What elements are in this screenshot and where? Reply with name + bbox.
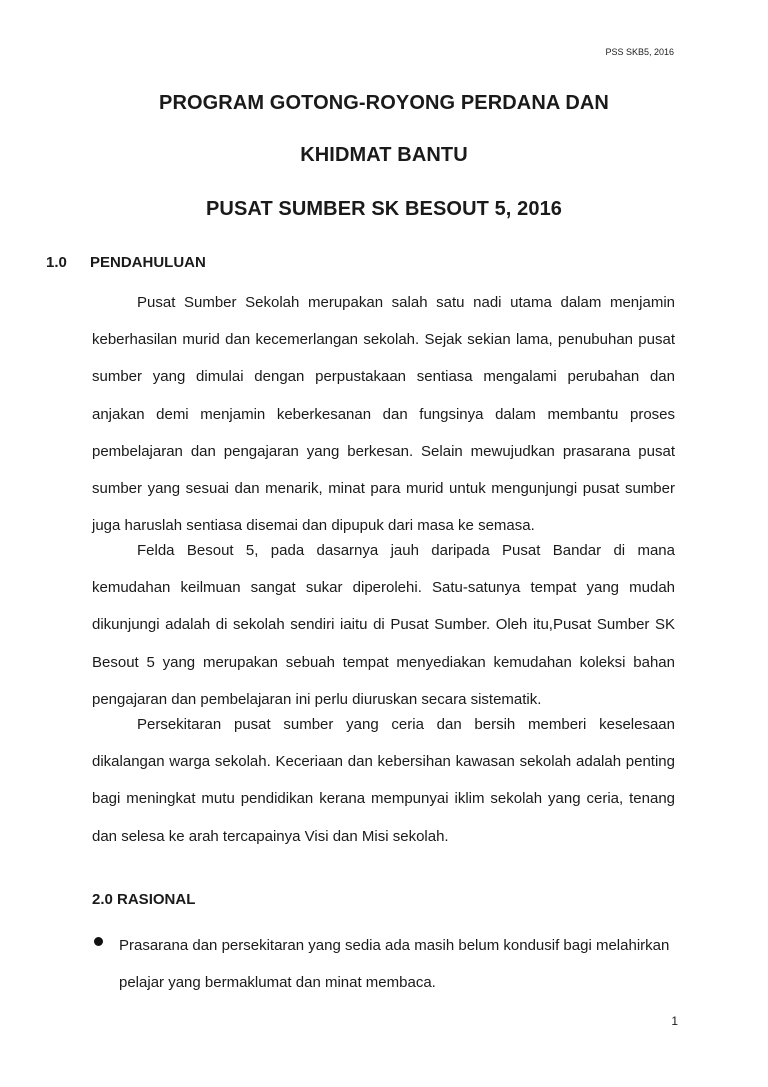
bullet-icon bbox=[94, 937, 103, 946]
document-title-line-2: KHIDMAT BANTU bbox=[300, 144, 468, 166]
section-1-paragraph-2: Felda Besout 5, pada dasarnya jauh daripada Pusat Bandar di mana kemudahan keilmuan sangat sukar diperolehi. Satu-satunya tempat yang mudah dikunjungi adalah di sekolah sendiri iaitu di Pusat Sumber. Oleh itu,Pusat Sumber SK Besout 5 yang merupakan sebuah tempat menyediakan kemudahan koleksi bahan pengajaran dan pembelajaran ini perlu diuruskan secara sistematik. bbox=[92, 542, 675, 708]
section-1-heading: PENDAHULUAN bbox=[90, 254, 206, 271]
document-title-line-3: PUSAT SUMBER SK BESOUT 5, 2016 bbox=[205, 198, 563, 220]
document-header-ref: PSS SKB5, 2016 bbox=[605, 47, 674, 57]
section-1-number: 1.0 bbox=[46, 254, 67, 271]
section-1-paragraph-3: Persekitaran pusat sumber yang ceria dan bersih memberi keselesaan dikalangan warga sekolah. Keceriaan dan kebersihan kawasan sekolah adalah penting bagi meningkat mutu pendidikan kerana mempunyai iklim sekolah yang ceria, tenang dan selesa ke arah tercapainya Visi dan Misi sekolah. bbox=[92, 716, 675, 845]
document-title-line-1: PROGRAM GOTONG-ROYONG PERDANA DAN bbox=[159, 92, 609, 114]
page-number: 1 bbox=[671, 1014, 678, 1028]
section-1-paragraph-1: Pusat Sumber Sekolah merupakan salah satu nadi utama dalam menjamin keberhasilan murid dan kecemerlangan sekolah. Sejak sekian lama, penubuhan pusat sumber yang dimulai dengan perpustakaan sentiasa mengalami perubahan dan anjakan demi menjamin keberkesanan dan fungsinya dalam membantu proses pembelajaran dan pengajaran yang berkesan. Selain mewujudkan prasarana pusat sumber yang sesuai dan menarik, minat para murid untuk mengunjungi pusat sumber juga haruslah sentiasa disemai dan dipupuk dari masa ke semasa. bbox=[92, 294, 675, 535]
section-2-heading: 2.0 RASIONAL bbox=[92, 891, 196, 908]
bullet-text: Prasarana dan persekitaran yang sedia ada masih belum kondusif bagi melahirkan pelajar yang bermaklumat dan minat membaca. bbox=[119, 937, 670, 992]
